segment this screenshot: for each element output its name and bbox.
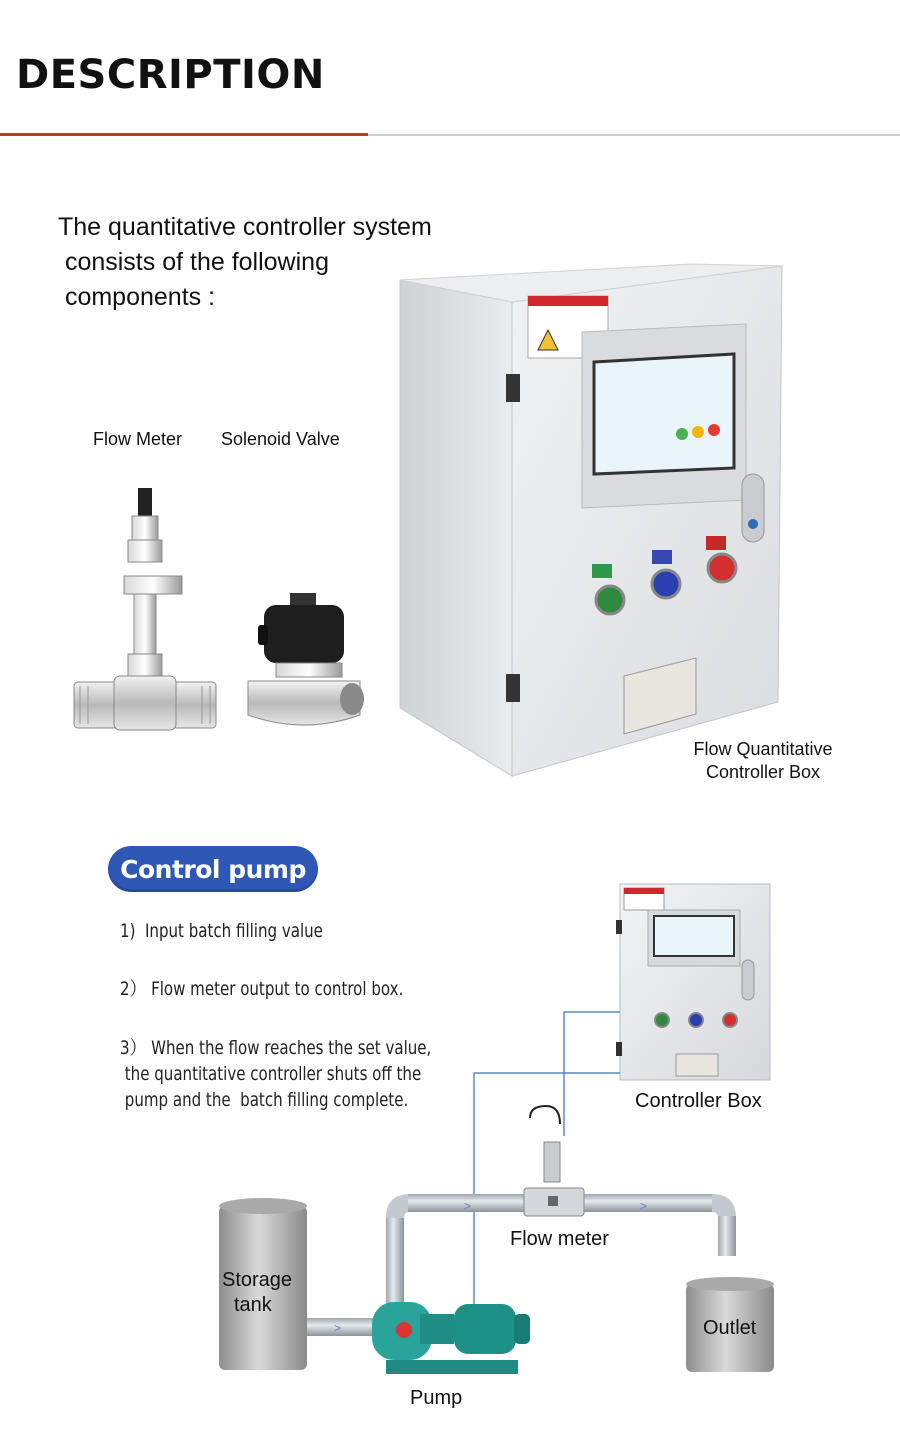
controller-box-label (670, 738, 856, 784)
process-diagram (0, 870, 900, 1433)
flow-meter-label: Flow Meter (93, 429, 183, 449)
intro-text (58, 210, 432, 315)
pump-label: Pump (410, 1387, 463, 1409)
intro-line: consists of the following (58, 248, 329, 276)
diagram-controller-box-label: Controller Box (635, 1090, 762, 1112)
diagram-controller-box (616, 884, 770, 1080)
outlet-label: Outlet (703, 1317, 757, 1339)
title-underline (368, 134, 900, 136)
step-3: 3） When the flow reaches the set value, the quantitative controller shuts off the pump and the batch filling complete. (120, 1037, 432, 1111)
storage-tank-label-line1: Storage (222, 1269, 293, 1291)
controller-box-image (396, 262, 790, 782)
step-1: 1) Input batch filling value (120, 920, 323, 942)
title-underline-accent (0, 133, 368, 136)
svg-text:>: > (640, 1199, 648, 1213)
solenoid-valve-label: Solenoid Valve (221, 429, 340, 449)
controller-box-label-line: Flow Quantitative (693, 739, 833, 759)
intro-line: components : (58, 283, 216, 311)
signal-line-flowmeter (564, 1012, 620, 1136)
intro-line: The quantitative controller system (58, 213, 432, 241)
controller-box-label-line: Controller Box (705, 762, 821, 782)
page-title: DESCRIPTION (16, 52, 325, 98)
diagram-flow-meter-label: Flow meter (510, 1228, 609, 1250)
svg-text:>: > (334, 1321, 342, 1335)
diagram-pump (372, 1302, 530, 1374)
step-2: 2） Flow meter output to control box. (120, 978, 404, 1000)
diagram-flow-meter (524, 1106, 584, 1216)
solenoid-valve-image (240, 585, 370, 740)
storage-tank-label-line2: tank (234, 1294, 272, 1316)
svg-text:>: > (464, 1199, 472, 1213)
control-pump-heading-text: Control pump (120, 855, 306, 884)
flow-meter-image (66, 480, 226, 740)
